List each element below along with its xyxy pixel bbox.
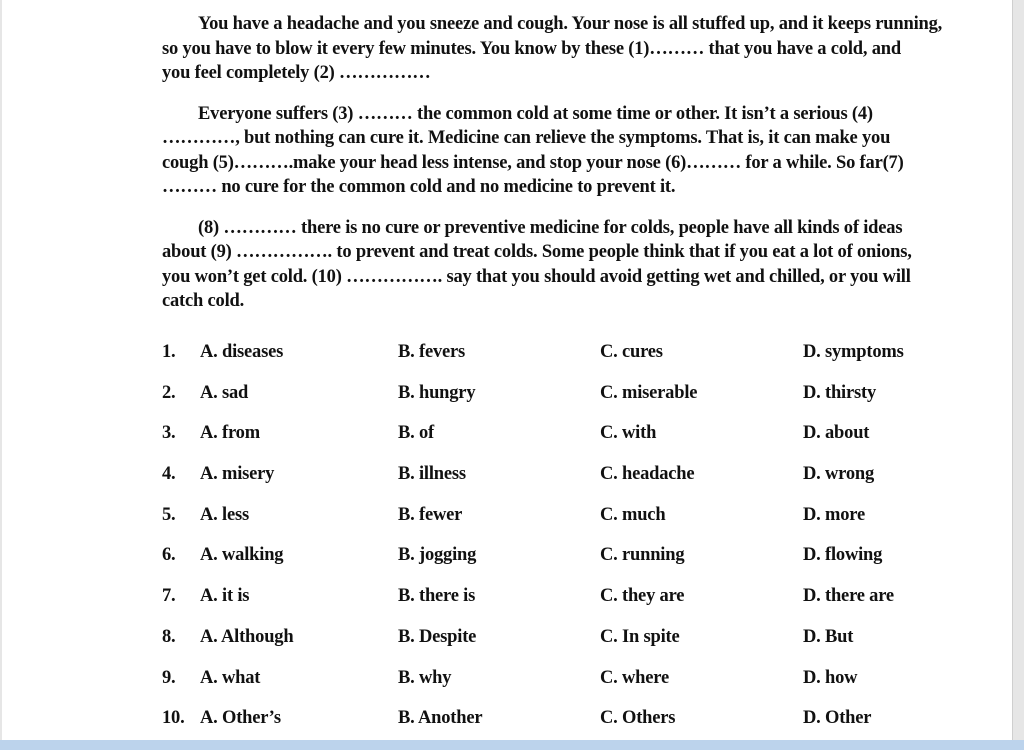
question-row-4	[162, 464, 992, 505]
option-a: A. sad	[200, 382, 249, 403]
viewer-bottom-bar	[0, 740, 1024, 750]
option-a: A. misery	[200, 464, 275, 485]
option-a: A. Although	[200, 626, 294, 647]
question-number: 10.	[162, 708, 185, 729]
option-d: D. thirsty	[803, 382, 877, 403]
option-d: D. more	[803, 504, 865, 525]
option-d: D. flowing	[803, 545, 883, 566]
question-number: 3.	[162, 423, 176, 444]
paragraph-2	[162, 102, 992, 200]
option-b: B. hungry	[398, 382, 476, 403]
question-number: 5.	[162, 504, 176, 525]
option-c: C. they are	[600, 586, 685, 607]
option-a: A. from	[200, 423, 260, 444]
option-b: B. Another	[398, 708, 483, 729]
question-number: 6.	[162, 545, 176, 566]
option-d: D. Other	[803, 708, 872, 729]
option-d: D. how	[803, 667, 858, 688]
option-c: C. where	[600, 667, 669, 688]
question-number: 2.	[162, 382, 176, 403]
option-a: A. walking	[200, 545, 284, 566]
passage-line: …………, but nothing can cure it. Medicine can relieve the symptoms. That is, it can make you	[162, 128, 891, 148]
answer-options	[162, 342, 992, 749]
passage-line: ……… no cure for the common cold and no medicine to prevent it.	[162, 177, 676, 197]
option-c: C. miserable	[600, 382, 698, 403]
question-row-3	[162, 423, 992, 464]
option-d: D. there are	[803, 586, 894, 607]
option-a: A. what	[200, 667, 261, 688]
question-row-8	[162, 627, 992, 668]
option-c: C. Others	[600, 708, 676, 729]
question-number: 4.	[162, 464, 176, 485]
question-row-2	[162, 383, 992, 424]
passage-line: (8) ………… there is no cure or preventive medicine for colds, people have all kinds of ideas	[198, 217, 903, 238]
option-d: D. But	[803, 626, 854, 647]
passage-line: you won’t get cold. (10) ……………. say that you should avoid getting wet and chilled, or you will	[162, 266, 911, 287]
option-d: D. symptoms	[803, 342, 904, 362]
question-row-9	[162, 668, 992, 709]
option-b: B. fevers	[398, 342, 466, 362]
passage-line: cough (5)……….make your head less intense, and stop your nose (6)……… for a while. So far(7)	[162, 152, 904, 173]
question-number: 9.	[162, 667, 176, 688]
question-number: 8.	[162, 626, 176, 647]
paragraph-1	[162, 12, 992, 86]
question-row-1	[162, 342, 992, 383]
option-a: A. Other’s	[200, 708, 281, 729]
option-c: C. headache	[600, 464, 695, 485]
option-d: D. wrong	[803, 464, 875, 485]
passage-line: You have a headache and you sneeze and cough. Your nose is all stuffed up, and it keeps running,	[198, 14, 943, 34]
question-row-6	[162, 545, 992, 586]
passage-line: Everyone suffers (3) ……… the common cold at some time or other. It isn’t a serious (4)	[198, 103, 873, 124]
option-b: B. fewer	[398, 504, 463, 525]
option-c: C. In spite	[600, 626, 680, 647]
option-c: C. with	[600, 423, 657, 444]
option-a: A. diseases	[200, 342, 284, 362]
passage-line: you feel completely (2) ……………	[162, 63, 431, 83]
option-d: D. about	[803, 423, 870, 444]
passage-line: catch cold.	[162, 291, 245, 311]
passage-line: so you have to blow it every few minutes. You know by these (1)……… that you have a cold, and	[162, 38, 901, 59]
document-page	[2, 0, 1013, 740]
question-number: 7.	[162, 586, 176, 607]
passage-line: about (9) ……………. to prevent and treat colds. Some people think that if you eat a lot of onions,	[162, 242, 912, 262]
question-row-7	[162, 586, 992, 627]
option-b: B. why	[398, 667, 452, 688]
paragraph-3	[162, 216, 992, 314]
reading-passage	[162, 12, 992, 330]
option-b: B. Despite	[398, 626, 477, 647]
option-b: B. jogging	[398, 545, 477, 566]
option-a: A. less	[200, 504, 249, 525]
option-c: C. running	[600, 545, 685, 566]
option-b: B. of	[398, 423, 435, 444]
option-c: C. cures	[600, 342, 663, 362]
question-number: 1.	[162, 342, 176, 362]
option-a: A. it is	[200, 586, 250, 607]
option-c: C. much	[600, 504, 666, 525]
option-b: B. there is	[398, 586, 476, 607]
question-row-5	[162, 505, 992, 546]
option-b: B. illness	[398, 464, 466, 485]
